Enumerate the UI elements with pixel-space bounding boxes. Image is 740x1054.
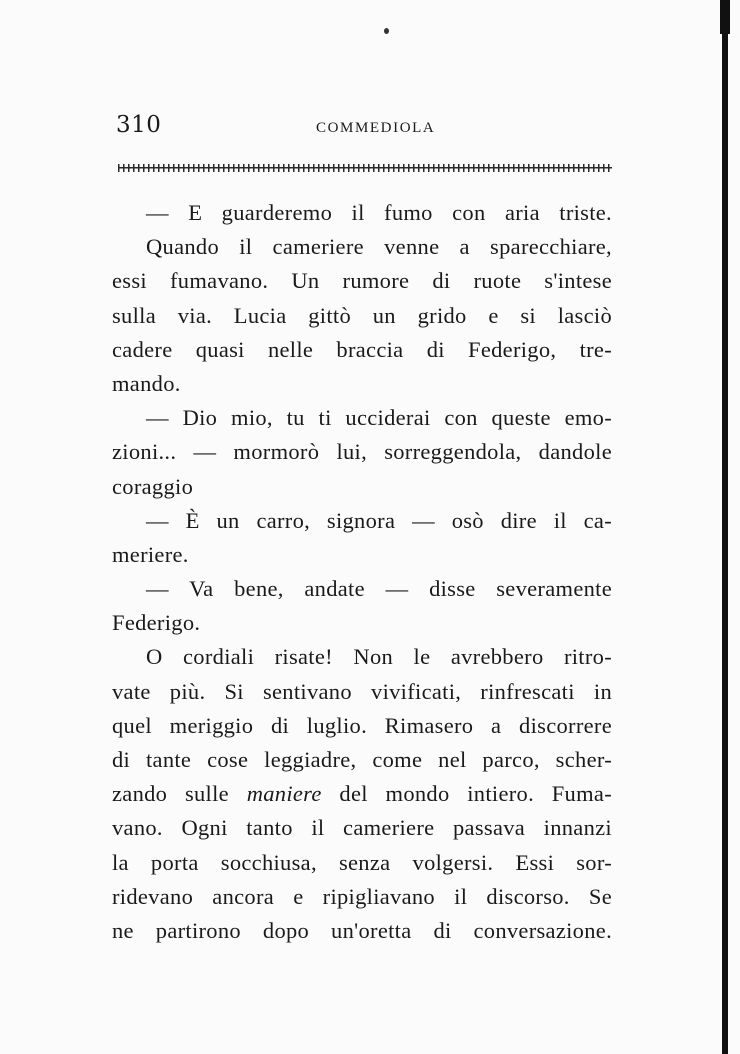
text-line-with-italic	[112, 777, 612, 811]
text-line: — E guarderemo il fumo con aria triste.	[146, 200, 612, 225]
text-line: O cordiali risate! Non le avrebbero ritro-	[146, 644, 612, 670]
text-line: — Va bene, andate — disse severamente	[146, 576, 612, 602]
text-line: Quando il cameriere venne a sparecchiare,	[146, 234, 612, 260]
text-line: meriere.	[112, 541, 189, 567]
text-line: vano. Ogni tanto il cameriere passava innanzi	[112, 815, 612, 841]
text-line: — È un carro, signora — osò dire il ca-	[146, 507, 612, 533]
page-number: 310	[116, 112, 162, 138]
text-line: essi fumavano. Un rumore di ruote s'intese	[112, 268, 612, 294]
text-line: Federigo.	[112, 610, 201, 636]
running-title: COMMEDIOLA	[316, 120, 436, 136]
text-line: ne partirono dopo un'oretta di conversazione.	[112, 917, 612, 943]
text-line: zioni... — mormorò lui, sorreggendola, dandole	[112, 439, 612, 465]
text-line: ridevano ancora e ripigliavano il discorso. Se	[112, 883, 612, 909]
text-line: mando.	[112, 370, 181, 396]
line-suffix: del mondo intiero. Fuma-	[339, 781, 612, 807]
text-line: di tante cose leggiadre, come nel parco, scher-	[112, 747, 612, 772]
ornamental-rule	[118, 164, 612, 172]
text-line: la porta socchiusa, senza volgersi. Essi sor-	[112, 849, 612, 875]
text-line: vate più. Si sentivano vivificati, rinfrescati in	[112, 678, 612, 704]
text-line: coraggio	[112, 473, 194, 499]
text-line: — Dio mio, tu ti ucciderai con queste emo-	[146, 405, 612, 431]
ink-speck	[384, 28, 389, 34]
text-line: quel meriggio di luglio. Rimasero a discorrere	[112, 712, 612, 738]
page-edge-shadow	[722, 0, 728, 1054]
text-line: cadere quasi nelle braccia di Federigo, tre-	[112, 336, 612, 362]
page-header	[116, 112, 612, 146]
text-line: sulla via. Lucia gittò un grido e si lasciò	[112, 302, 612, 328]
italic-word: maniere	[246, 781, 322, 807]
body-text	[112, 196, 612, 948]
line-prefix: zando sulle	[112, 781, 229, 807]
